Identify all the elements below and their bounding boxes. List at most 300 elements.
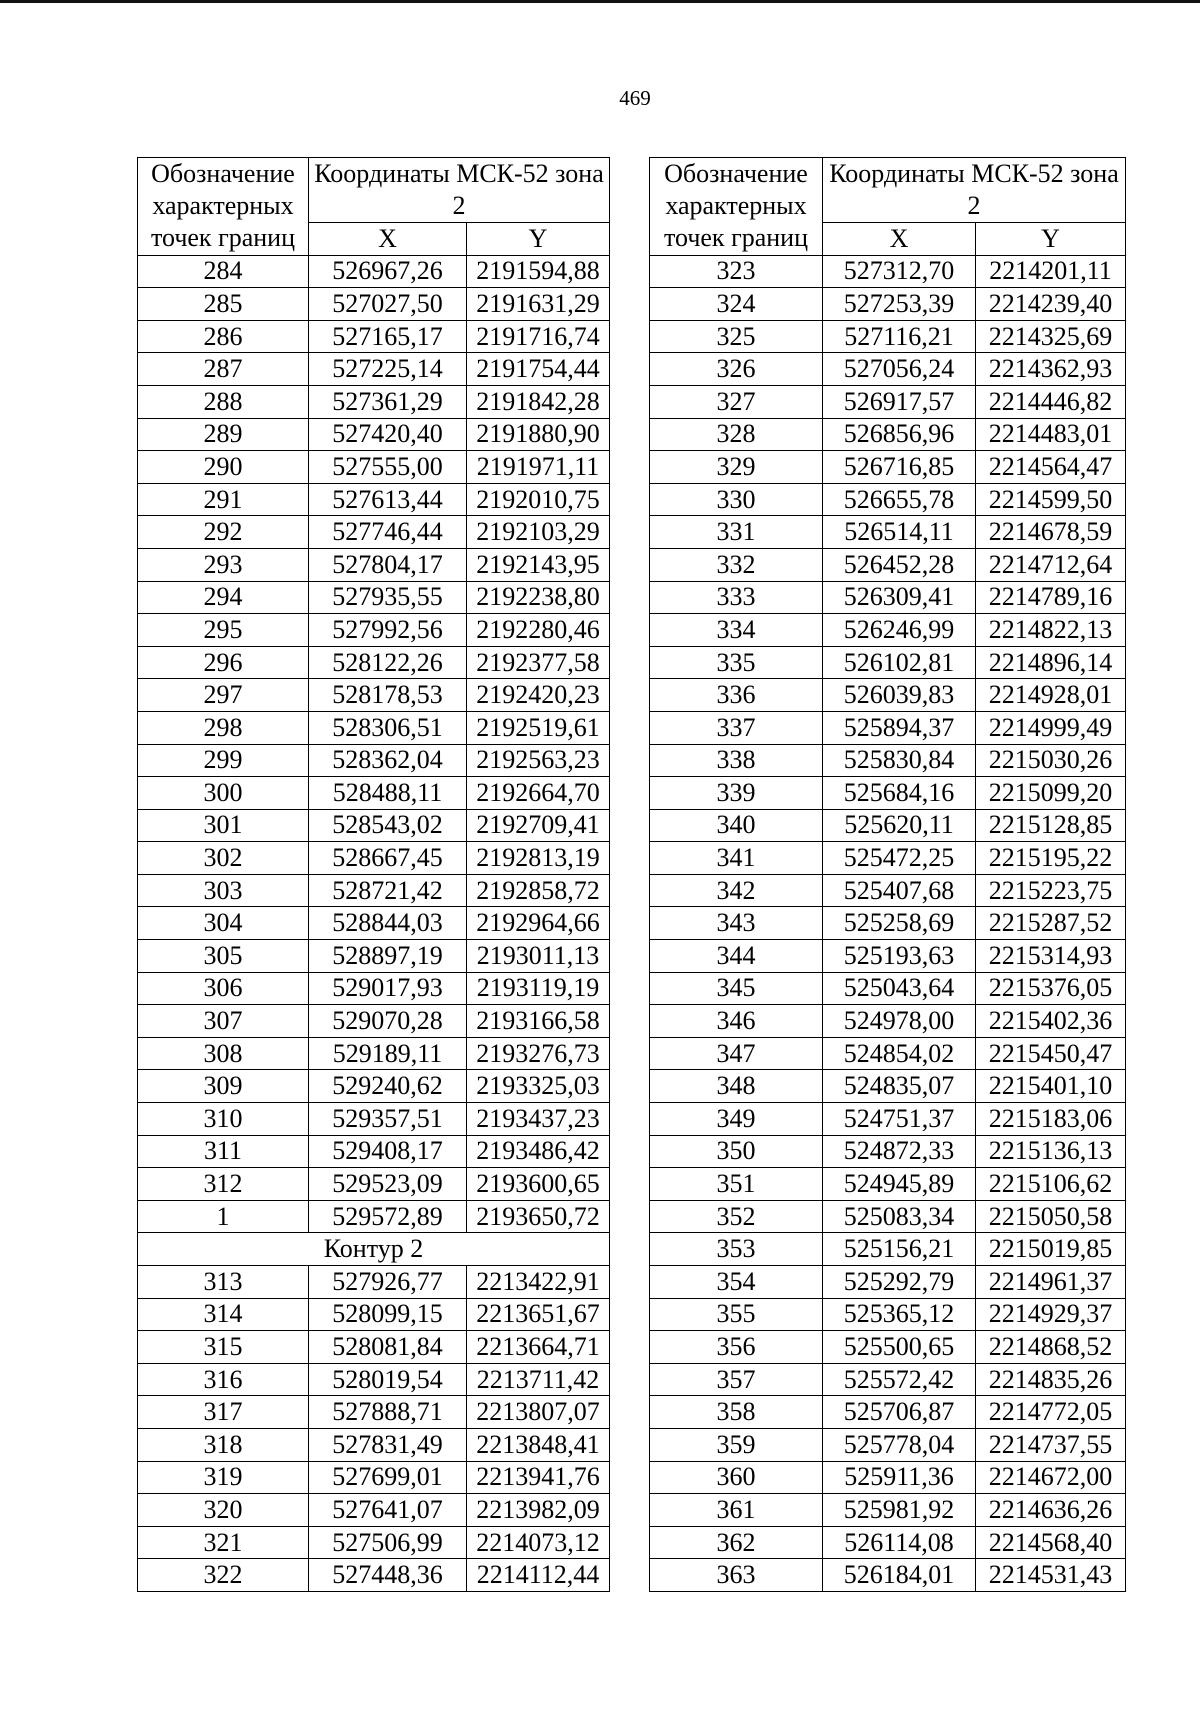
page-number: 469 xyxy=(619,86,651,110)
y-coordinate: 2193650,72 xyxy=(467,1200,610,1233)
point-number: 349 xyxy=(650,1103,823,1136)
y-coordinate: 2215195,22 xyxy=(976,842,1126,875)
point-number: 322 xyxy=(138,1559,309,1592)
x-coordinate: 525407,68 xyxy=(823,874,976,907)
table-row xyxy=(650,646,1126,679)
x-coordinate: 528019,54 xyxy=(309,1363,467,1396)
x-coordinate: 527225,14 xyxy=(309,353,467,386)
point-number: 354 xyxy=(650,1266,823,1299)
point-number: 311 xyxy=(138,1135,309,1168)
y-coordinate: 2193325,03 xyxy=(467,1070,610,1103)
page-top-edge xyxy=(0,0,1200,3)
x-coordinate: 525894,37 xyxy=(823,711,976,744)
y-coordinate: 2215019,85 xyxy=(976,1233,1126,1266)
table-row xyxy=(650,483,1126,516)
y-coordinate: 2192664,70 xyxy=(467,777,610,810)
x-coordinate: 527831,49 xyxy=(309,1428,467,1461)
x-coordinate: 526246,99 xyxy=(823,614,976,647)
x-coordinate: 529408,17 xyxy=(309,1135,467,1168)
x-coordinate: 525156,21 xyxy=(823,1233,976,1266)
point-number: 285 xyxy=(138,288,309,321)
y-coordinate: 2214928,01 xyxy=(976,679,1126,712)
x-coordinate: 529189,11 xyxy=(309,1037,467,1070)
y-coordinate: 2193119,19 xyxy=(467,972,610,1005)
x-coordinate: 525778,04 xyxy=(823,1428,976,1461)
x-coordinate: 525365,12 xyxy=(823,1298,976,1331)
table-row xyxy=(138,320,610,353)
point-number: 301 xyxy=(138,809,309,842)
y-coordinate: 2191716,74 xyxy=(467,320,610,353)
point-number: 290 xyxy=(138,451,309,484)
point-number: 320 xyxy=(138,1494,309,1527)
y-coordinate: 2214446,82 xyxy=(976,385,1126,418)
header-x: X xyxy=(309,223,467,256)
x-coordinate: 525292,79 xyxy=(823,1266,976,1299)
x-coordinate: 527361,29 xyxy=(309,385,467,418)
table-row xyxy=(138,1331,610,1364)
x-coordinate: 526514,11 xyxy=(823,516,976,549)
point-number: 310 xyxy=(138,1103,309,1136)
x-coordinate: 528543,02 xyxy=(309,809,467,842)
point-number: 324 xyxy=(650,288,823,321)
table-row xyxy=(138,1200,610,1233)
x-coordinate: 527116,21 xyxy=(823,320,976,353)
table-row xyxy=(138,614,610,647)
table-row xyxy=(650,777,1126,810)
point-number: 300 xyxy=(138,777,309,810)
point-number: 295 xyxy=(138,614,309,647)
x-coordinate: 527165,17 xyxy=(309,320,467,353)
y-coordinate: 2214772,05 xyxy=(976,1396,1126,1429)
y-coordinate: 2214789,16 xyxy=(976,581,1126,614)
y-coordinate: 2213848,41 xyxy=(467,1428,610,1461)
table-row xyxy=(138,1461,610,1494)
x-coordinate: 527312,70 xyxy=(823,255,976,288)
y-coordinate: 2215223,75 xyxy=(976,874,1126,907)
point-number: 299 xyxy=(138,744,309,777)
y-coordinate: 2192143,95 xyxy=(467,548,610,581)
table-row xyxy=(138,255,610,288)
y-coordinate: 2214201,11 xyxy=(976,255,1126,288)
table-row xyxy=(650,972,1126,1005)
y-coordinate: 2192519,61 xyxy=(467,711,610,744)
table-row xyxy=(138,972,610,1005)
y-coordinate: 2192377,58 xyxy=(467,646,610,679)
y-coordinate: 2192964,66 xyxy=(467,907,610,940)
x-coordinate: 528362,04 xyxy=(309,744,467,777)
point-number: 341 xyxy=(650,842,823,875)
contour-row xyxy=(138,1233,610,1266)
y-coordinate: 2215099,20 xyxy=(976,777,1126,810)
y-coordinate: 2215450,47 xyxy=(976,1037,1126,1070)
x-coordinate: 524872,33 xyxy=(823,1135,976,1168)
table-row xyxy=(138,1298,610,1331)
x-coordinate: 526967,26 xyxy=(309,255,467,288)
x-coordinate: 527926,77 xyxy=(309,1266,467,1299)
y-coordinate: 2213941,76 xyxy=(467,1461,610,1494)
point-number: 327 xyxy=(650,385,823,418)
table-row xyxy=(650,353,1126,386)
table-row xyxy=(138,548,610,581)
point-number: 353 xyxy=(650,1233,823,1266)
y-coordinate: 2213651,67 xyxy=(467,1298,610,1331)
point-number: 357 xyxy=(650,1363,823,1396)
point-number: 309 xyxy=(138,1070,309,1103)
y-coordinate: 2193600,65 xyxy=(467,1168,610,1201)
point-number: 325 xyxy=(650,320,823,353)
table-row xyxy=(138,1494,610,1527)
point-number: 306 xyxy=(138,972,309,1005)
y-coordinate: 2215183,06 xyxy=(976,1103,1126,1136)
table-row xyxy=(138,1526,610,1559)
y-coordinate: 2214896,14 xyxy=(976,646,1126,679)
table-row xyxy=(650,614,1126,647)
point-number: 331 xyxy=(650,516,823,549)
y-coordinate: 2192103,29 xyxy=(467,516,610,549)
x-coordinate: 526184,01 xyxy=(823,1559,976,1592)
table-row xyxy=(650,1526,1126,1559)
table-row xyxy=(650,451,1126,484)
point-number: 361 xyxy=(650,1494,823,1527)
y-coordinate: 2191631,29 xyxy=(467,288,610,321)
x-coordinate: 524854,02 xyxy=(823,1037,976,1070)
point-number: 352 xyxy=(650,1200,823,1233)
x-coordinate: 526102,81 xyxy=(823,646,976,679)
point-number: 284 xyxy=(138,255,309,288)
y-coordinate: 2192280,46 xyxy=(467,614,610,647)
y-coordinate: 2191880,90 xyxy=(467,418,610,451)
x-coordinate: 527420,40 xyxy=(309,418,467,451)
y-coordinate: 2214961,37 xyxy=(976,1266,1126,1299)
table-row xyxy=(138,1396,610,1429)
contour-label: Контур 2 xyxy=(138,1233,610,1266)
header-coordinates: Координаты МСК-52 зона 2 xyxy=(823,158,1126,223)
header-y: Y xyxy=(976,223,1126,256)
x-coordinate: 529017,93 xyxy=(309,972,467,1005)
point-number: 343 xyxy=(650,907,823,940)
table-row xyxy=(138,842,610,875)
y-coordinate: 2215128,85 xyxy=(976,809,1126,842)
table-row xyxy=(650,1331,1126,1364)
x-coordinate: 525620,11 xyxy=(823,809,976,842)
table-row xyxy=(138,744,610,777)
x-coordinate: 527506,99 xyxy=(309,1526,467,1559)
point-number: 287 xyxy=(138,353,309,386)
point-number: 314 xyxy=(138,1298,309,1331)
x-coordinate: 529070,28 xyxy=(309,1005,467,1038)
table-row xyxy=(138,1428,610,1461)
x-coordinate: 525083,34 xyxy=(823,1200,976,1233)
point-number: 319 xyxy=(138,1461,309,1494)
point-number: 356 xyxy=(650,1331,823,1364)
y-coordinate: 2214239,40 xyxy=(976,288,1126,321)
x-coordinate: 524751,37 xyxy=(823,1103,976,1136)
x-coordinate: 528306,51 xyxy=(309,711,467,744)
table-row xyxy=(138,1135,610,1168)
y-coordinate: 2191594,88 xyxy=(467,255,610,288)
x-coordinate: 528122,26 xyxy=(309,646,467,679)
table-row xyxy=(650,548,1126,581)
y-coordinate: 2191754,44 xyxy=(467,353,610,386)
x-coordinate: 529523,09 xyxy=(309,1168,467,1201)
x-coordinate: 525572,42 xyxy=(823,1363,976,1396)
table-row xyxy=(650,1005,1126,1038)
y-coordinate: 2215030,26 xyxy=(976,744,1126,777)
x-coordinate: 528099,15 xyxy=(309,1298,467,1331)
x-coordinate: 527935,55 xyxy=(309,581,467,614)
y-coordinate: 2193011,13 xyxy=(467,940,610,973)
table-row xyxy=(650,1266,1126,1299)
x-coordinate: 525043,64 xyxy=(823,972,976,1005)
x-coordinate: 525706,87 xyxy=(823,1396,976,1429)
table-row xyxy=(650,1494,1126,1527)
point-number: 339 xyxy=(650,777,823,810)
y-coordinate: 2213664,71 xyxy=(467,1331,610,1364)
table-row xyxy=(650,1037,1126,1070)
point-number: 298 xyxy=(138,711,309,744)
point-number: 360 xyxy=(650,1461,823,1494)
y-coordinate: 2215136,13 xyxy=(976,1135,1126,1168)
x-coordinate: 527746,44 xyxy=(309,516,467,549)
point-number: 346 xyxy=(650,1005,823,1038)
y-coordinate: 2214929,37 xyxy=(976,1298,1126,1331)
header-x: X xyxy=(823,223,976,256)
point-number: 304 xyxy=(138,907,309,940)
y-coordinate: 2213422,91 xyxy=(467,1266,610,1299)
x-coordinate: 527641,07 xyxy=(309,1494,467,1527)
x-coordinate: 525684,16 xyxy=(823,777,976,810)
point-number: 315 xyxy=(138,1331,309,1364)
x-coordinate: 525500,65 xyxy=(823,1331,976,1364)
table-row xyxy=(650,744,1126,777)
x-coordinate: 527555,00 xyxy=(309,451,467,484)
point-number: 348 xyxy=(650,1070,823,1103)
table-row xyxy=(138,777,610,810)
table-row xyxy=(138,418,610,451)
y-coordinate: 2213807,07 xyxy=(467,1396,610,1429)
y-coordinate: 2214568,40 xyxy=(976,1526,1126,1559)
table-row xyxy=(138,1168,610,1201)
table-row xyxy=(650,1461,1126,1494)
point-number: 291 xyxy=(138,483,309,516)
x-coordinate: 526716,85 xyxy=(823,451,976,484)
point-number: 347 xyxy=(650,1037,823,1070)
point-number: 329 xyxy=(650,451,823,484)
y-coordinate: 2193486,42 xyxy=(467,1135,610,1168)
y-coordinate: 2193276,73 xyxy=(467,1037,610,1070)
table-row xyxy=(138,1070,610,1103)
y-coordinate: 2214835,26 xyxy=(976,1363,1126,1396)
table-row xyxy=(650,1200,1126,1233)
x-coordinate: 527253,39 xyxy=(823,288,976,321)
y-coordinate: 2214868,52 xyxy=(976,1331,1126,1364)
header-points: Обозначение характерных точек границ xyxy=(138,158,309,256)
y-coordinate: 2192813,19 xyxy=(467,842,610,875)
table-row xyxy=(138,516,610,549)
table-row xyxy=(138,711,610,744)
header-coordinates: Координаты МСК-52 зона 2 xyxy=(309,158,610,223)
x-coordinate: 527448,36 xyxy=(309,1559,467,1592)
point-number: 328 xyxy=(650,418,823,451)
x-coordinate: 528721,42 xyxy=(309,874,467,907)
table-body-left xyxy=(138,255,610,1591)
table-row xyxy=(650,516,1126,549)
x-coordinate: 527992,56 xyxy=(309,614,467,647)
x-coordinate: 527613,44 xyxy=(309,483,467,516)
table-row xyxy=(138,874,610,907)
y-coordinate: 2214531,43 xyxy=(976,1559,1126,1592)
point-number: 293 xyxy=(138,548,309,581)
y-coordinate: 2192563,23 xyxy=(467,744,610,777)
x-coordinate: 528844,03 xyxy=(309,907,467,940)
table-row xyxy=(138,385,610,418)
table-row xyxy=(650,255,1126,288)
point-number: 334 xyxy=(650,614,823,647)
x-coordinate: 527888,71 xyxy=(309,1396,467,1429)
x-coordinate: 524978,00 xyxy=(823,1005,976,1038)
y-coordinate: 2214325,69 xyxy=(976,320,1126,353)
point-number: 307 xyxy=(138,1005,309,1038)
point-number: 297 xyxy=(138,679,309,712)
point-number: 340 xyxy=(650,809,823,842)
point-number: 316 xyxy=(138,1363,309,1396)
x-coordinate: 529240,62 xyxy=(309,1070,467,1103)
x-coordinate: 525472,25 xyxy=(823,842,976,875)
point-number: 355 xyxy=(650,1298,823,1331)
y-coordinate: 2215106,62 xyxy=(976,1168,1126,1201)
point-number: 303 xyxy=(138,874,309,907)
y-coordinate: 2214737,55 xyxy=(976,1428,1126,1461)
x-coordinate: 529357,51 xyxy=(309,1103,467,1136)
y-coordinate: 2215050,58 xyxy=(976,1200,1126,1233)
point-number: 312 xyxy=(138,1168,309,1201)
x-coordinate: 528178,53 xyxy=(309,679,467,712)
x-coordinate: 525193,63 xyxy=(823,940,976,973)
y-coordinate: 2215314,93 xyxy=(976,940,1126,973)
y-coordinate: 2214362,93 xyxy=(976,353,1126,386)
table-row xyxy=(650,385,1126,418)
y-coordinate: 2192010,75 xyxy=(467,483,610,516)
y-coordinate: 2191971,11 xyxy=(467,451,610,484)
point-number: 302 xyxy=(138,842,309,875)
x-coordinate: 526856,96 xyxy=(823,418,976,451)
x-coordinate: 526917,57 xyxy=(823,385,976,418)
point-number: 286 xyxy=(138,320,309,353)
table-row xyxy=(650,1070,1126,1103)
table-row xyxy=(138,581,610,614)
point-number: 332 xyxy=(650,548,823,581)
point-number: 337 xyxy=(650,711,823,744)
table-row xyxy=(138,646,610,679)
point-number: 338 xyxy=(650,744,823,777)
y-coordinate: 2214112,44 xyxy=(467,1559,610,1592)
table-row xyxy=(138,1266,610,1299)
point-number: 350 xyxy=(650,1135,823,1168)
x-coordinate: 526452,28 xyxy=(823,548,976,581)
table-row xyxy=(650,1135,1126,1168)
x-coordinate: 528081,84 xyxy=(309,1331,467,1364)
table-row xyxy=(138,679,610,712)
table-row xyxy=(138,940,610,973)
x-coordinate: 525981,92 xyxy=(823,1494,976,1527)
table-row xyxy=(138,483,610,516)
table-row xyxy=(138,288,610,321)
table-row xyxy=(650,1396,1126,1429)
point-number: 330 xyxy=(650,483,823,516)
table-row xyxy=(650,809,1126,842)
table-row xyxy=(650,581,1126,614)
point-number: 289 xyxy=(138,418,309,451)
y-coordinate: 2215287,52 xyxy=(976,907,1126,940)
point-number: 333 xyxy=(650,581,823,614)
y-coordinate: 2191842,28 xyxy=(467,385,610,418)
y-coordinate: 2213711,42 xyxy=(467,1363,610,1396)
y-coordinate: 2215402,36 xyxy=(976,1005,1126,1038)
x-coordinate: 527804,17 xyxy=(309,548,467,581)
table-row xyxy=(138,1363,610,1396)
table-row xyxy=(138,1559,610,1592)
x-coordinate: 527056,24 xyxy=(823,353,976,386)
x-coordinate: 528897,19 xyxy=(309,940,467,973)
point-number: 296 xyxy=(138,646,309,679)
table-body-right xyxy=(650,255,1126,1591)
point-number: 335 xyxy=(650,646,823,679)
header-points: Обозначение характерных точек границ xyxy=(650,158,823,256)
x-coordinate: 524945,89 xyxy=(823,1168,976,1201)
point-number: 358 xyxy=(650,1396,823,1429)
header-y: Y xyxy=(467,223,610,256)
x-coordinate: 529572,89 xyxy=(309,1200,467,1233)
table-row xyxy=(650,1298,1126,1331)
y-coordinate: 2214564,47 xyxy=(976,451,1126,484)
point-number: 363 xyxy=(650,1559,823,1592)
point-number: 1 xyxy=(138,1200,309,1233)
y-coordinate: 2213982,09 xyxy=(467,1494,610,1527)
y-coordinate: 2214073,12 xyxy=(467,1526,610,1559)
point-number: 308 xyxy=(138,1037,309,1070)
x-coordinate: 524835,07 xyxy=(823,1070,976,1103)
table-row xyxy=(138,1005,610,1038)
table-row xyxy=(138,809,610,842)
y-coordinate: 2214672,00 xyxy=(976,1461,1126,1494)
point-number: 351 xyxy=(650,1168,823,1201)
x-coordinate: 527027,50 xyxy=(309,288,467,321)
y-coordinate: 2192709,41 xyxy=(467,809,610,842)
point-number: 345 xyxy=(650,972,823,1005)
table-row xyxy=(650,679,1126,712)
y-coordinate: 2214999,49 xyxy=(976,711,1126,744)
y-coordinate: 2215401,10 xyxy=(976,1070,1126,1103)
point-number: 317 xyxy=(138,1396,309,1429)
table-row xyxy=(650,1363,1126,1396)
x-coordinate: 525911,36 xyxy=(823,1461,976,1494)
table-row xyxy=(138,1037,610,1070)
point-number: 305 xyxy=(138,940,309,973)
table-row xyxy=(650,874,1126,907)
point-number: 318 xyxy=(138,1428,309,1461)
x-coordinate: 525830,84 xyxy=(823,744,976,777)
x-coordinate: 526114,08 xyxy=(823,1526,976,1559)
y-coordinate: 2192858,72 xyxy=(467,874,610,907)
x-coordinate: 526309,41 xyxy=(823,581,976,614)
x-coordinate: 528667,45 xyxy=(309,842,467,875)
table-row xyxy=(650,842,1126,875)
table-row xyxy=(650,1559,1126,1592)
y-coordinate: 2215376,05 xyxy=(976,972,1126,1005)
point-number: 323 xyxy=(650,255,823,288)
y-coordinate: 2214678,59 xyxy=(976,516,1126,549)
y-coordinate: 2193437,23 xyxy=(467,1103,610,1136)
